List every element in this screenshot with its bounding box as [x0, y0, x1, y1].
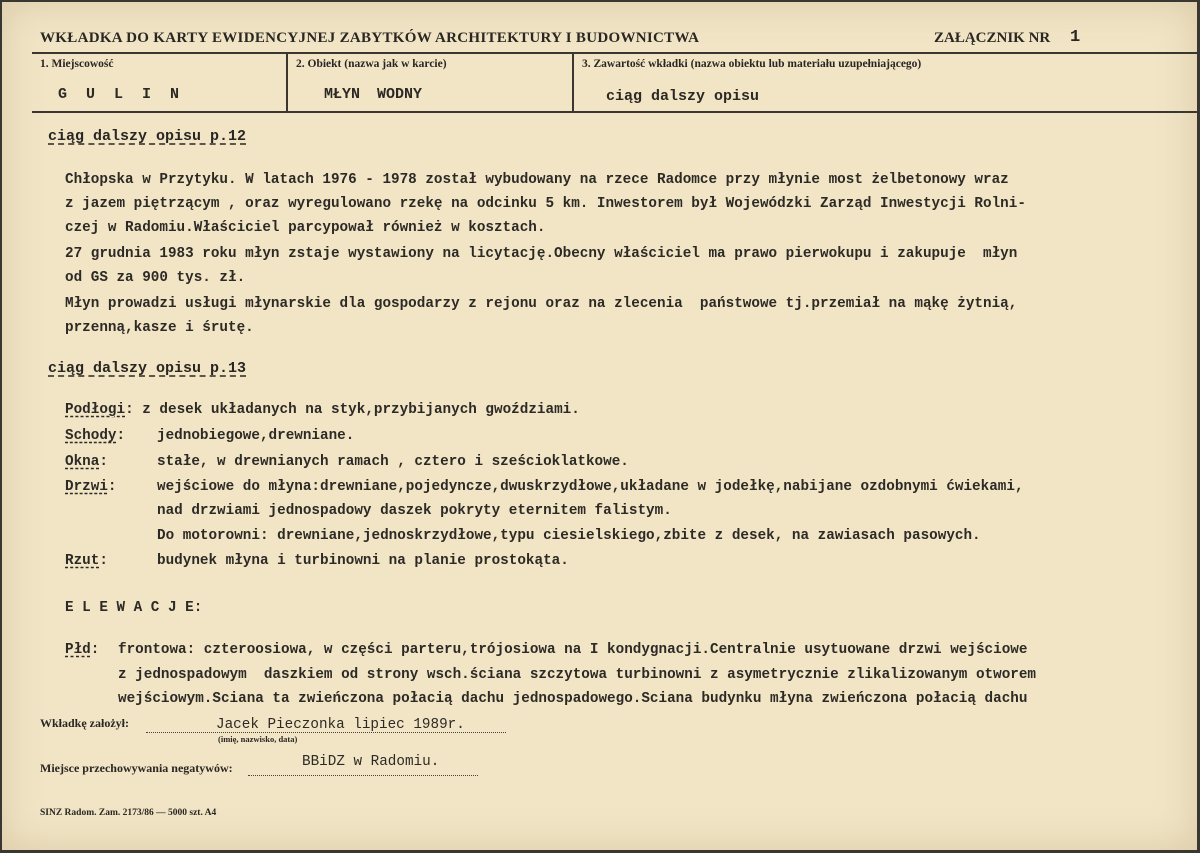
section1-line-2: z jazem piętrzącym , oraz wyregulowano rzekę na odcinku 5 km. Inwestorem był Wojewódzki Zarząd Inwestycji Rolni-: [65, 196, 1026, 212]
floors-row: [65, 402, 580, 418]
south-term: Płd: [65, 642, 91, 658]
annex-label: ZAŁĄCZNIK NR: [934, 30, 1051, 46]
section1-line-6: Młyn prowadzi usługi młynarskie dla gospodarzy z rejonu oraz na zlecenia państwowe tj.przemiał na mąkę żytnią,: [65, 296, 1018, 312]
print-info: SINZ Radom. Zam. 2173/86 — 5000 szt. A4: [40, 808, 217, 818]
object-value: MŁYN WODNY: [324, 86, 423, 103]
negatives-dotted-line: [248, 775, 478, 776]
doors-term-wrap: [65, 479, 117, 495]
floors-term: Podłogi: [65, 402, 126, 418]
stairs-sep: :: [116, 428, 126, 444]
field-divider-1: [286, 53, 288, 111]
windows-term: Okna: [65, 454, 100, 470]
south-term-wrap: Płd:: [65, 642, 100, 658]
author-hint: (imię, nazwisko, data): [218, 734, 298, 744]
header-rule: [32, 52, 1197, 54]
doors-term: Drzwi: [65, 479, 108, 495]
stairs-term-wrap: [65, 428, 125, 444]
section1-line-7: przenną,kasze i śrutę.: [65, 320, 254, 336]
elevation-line-1: frontowa: czteroosiowa, w części parteru,trójosiowa na I kondygnacji.Centralnie usytuowane drzwi wejściowe: [118, 642, 1028, 658]
elevation-line-3: wejściowym.Sciana ta zwieńczona połacią dachu jednospadowego.Sciana budynku młyna zwieńczona połacią dachu: [118, 691, 1028, 707]
annex-number: 1: [1070, 28, 1081, 47]
plan-text: budynek młyna i turbinowni na planie prostokąta.: [157, 553, 569, 569]
negatives-value: BBiDZ w Radomiu.: [302, 754, 440, 770]
section-heading-p12: ciąg dalszy opisu p.12: [48, 128, 247, 145]
fields-rule: [32, 111, 1197, 113]
locality-label: 1. Miejscowość: [40, 58, 114, 70]
locality-value: G U L I N: [58, 86, 185, 103]
section-heading-p13: ciąg dalszy opisu p.13: [48, 360, 247, 377]
form-title: WKŁADKA DO KARTY EWIDENCYJNEJ ZABYTKÓW ARCHITEKTURY I BUDOWNICTWA: [40, 30, 700, 46]
floors-text: z desek układanych na styk,przybijanych gwoździami.: [142, 402, 580, 418]
doors-sep: :: [107, 479, 117, 495]
section1-line-5: od GS za 900 tys. zł.: [65, 270, 246, 286]
author-label: Wkładkę założył:: [40, 716, 129, 730]
stairs-term: Schody: [65, 428, 117, 444]
negatives-label: Miejsce przechowywania negatywów:: [40, 761, 233, 775]
plan-term-wrap: [65, 553, 108, 569]
field-divider-2: [572, 53, 574, 111]
content-label: 3. Zawartość wkładki (nazwa obiektu lub materiału uzupełniającego): [582, 58, 922, 70]
doors-text-2: nad drzwiami jednospadowy daszek pokryty eternitem falistym.: [157, 503, 672, 519]
windows-term-wrap: [65, 454, 108, 470]
windows-text: stałe, w drewnianych ramach , cztero i sześcioklatkowe.: [157, 454, 629, 470]
record-card: [2, 2, 1197, 850]
elevation-line-2: z jednospadowym daszkiem od strony wsch.ściana szczytowa turbinowni z asymetrycznie zlikalizowanym otworem: [118, 667, 1037, 683]
section1-line-4: 27 grudnia 1983 roku młyn zstaje wystawiony na licytację.Obecny właściciel ma prawo pierwokupu i zakupuje młyn: [65, 246, 1018, 262]
section1-line-1: Chłopska w Przytyku. W latach 1976 - 1978 został wybudowany na rzece Radomce przy młynie most żelbetonowy wraz: [65, 172, 1009, 188]
windows-sep: :: [99, 454, 108, 470]
floors-sep: :: [125, 402, 134, 418]
elevations-heading: E L E W A C J E:: [65, 600, 203, 616]
object-label: 2. Obiekt (nazwa jak w karcie): [296, 58, 447, 70]
content-value: ciąg dalszy opisu: [606, 88, 760, 105]
doors-text-1: wejściowe do młyna:drewniane,pojedyncze,dwuskrzydłowe,układane w jodełkę,nabijane ozdobnymi ćwiekami,: [157, 479, 1024, 495]
stairs-text: jednobiegowe,drewniane.: [157, 428, 355, 444]
plan-term: Rzut: [65, 553, 100, 569]
plan-sep: :: [99, 553, 108, 569]
author-value: Jacek Pieczonka lipiec 1989r.: [216, 717, 465, 733]
doors-text-3: Do motorowni: drewniane,jednoskrzydłowe,typu ciesielskiego,zbite z desek, na zawiasach pasowych.: [157, 528, 981, 544]
section1-line-3: czej w Radomiu.Właściciel parcypował również w kosztach.: [65, 220, 546, 236]
